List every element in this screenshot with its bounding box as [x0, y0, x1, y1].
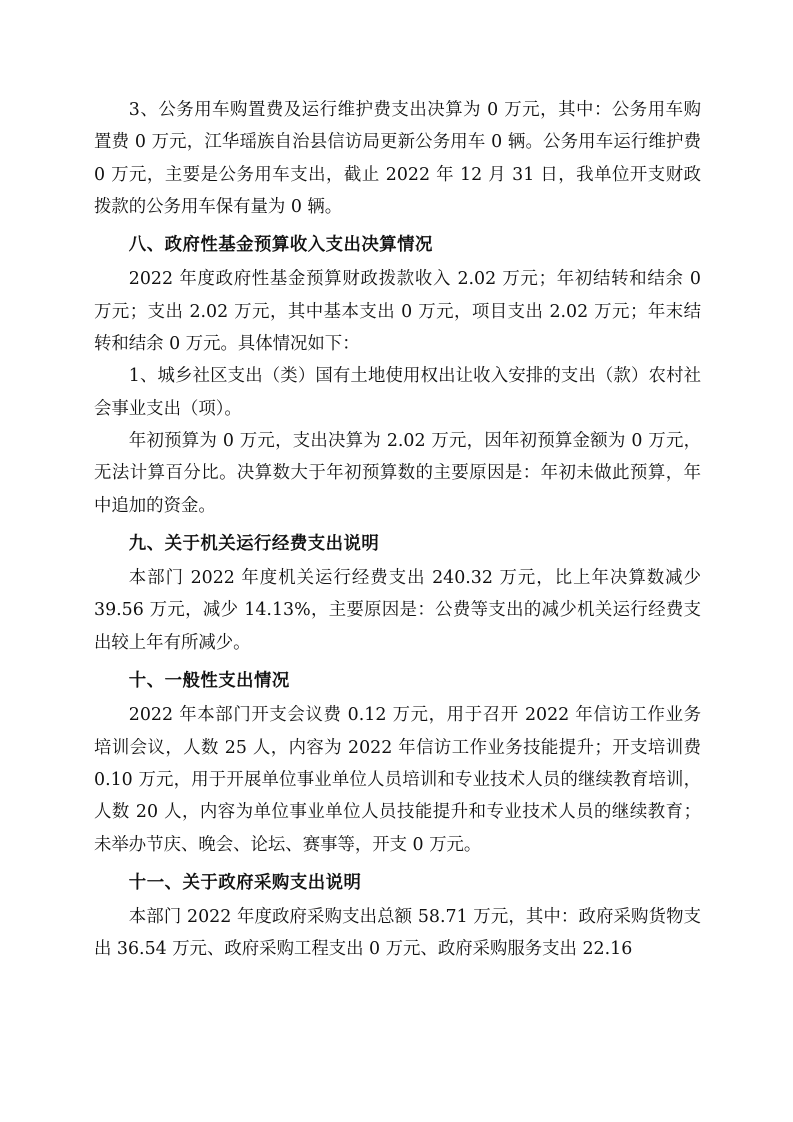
section-heading-fund: 八、政府性基金预算收入支出决算情况: [128, 235, 433, 256]
section-heading-general: 十、一般性支出情况: [128, 671, 290, 692]
section-heading-operating: 九、关于机关运行经费支出说明: [128, 533, 380, 554]
fund-item-paragraph: 1、城乡社区支出（类）国有土地使用权出让收入安排的支出（款）农村社会事业支出（项）。: [94, 366, 701, 419]
operating-expense-paragraph: 本部门 2022 年度机关运行经费支出 240.32 万元，比上年决算数减少 39.56 万元，减少 14.13%，主要原因是：公费等支出的减少机关运行经费支出较上年有所减少。: [94, 568, 701, 653]
document-page: [94, 94, 701, 966]
procurement-paragraph: 本部门 2022 年度政府采购支出总额 58.71 万元，其中：政府采购货物支出 36.54 万元、政府采购工程支出 0 万元、政府采购服务支出 22.16: [94, 907, 701, 960]
section-heading-procurement: 十一、关于政府采购支出说明: [128, 872, 362, 893]
fund-budget-paragraph: 年初预算为 0 万元，支出决算为 2.02 万元，因年初预算金额为 0 万元，无法计算百分比。决算数大于年初预算数的主要原因是：年初未做此预算，年中追加的资金。: [94, 430, 701, 516]
general-expense-paragraph: 2022 年本部门开支会议费 0.12 万元，用于召开 2022 年信访工作业务培训会议，人数 25 人，内容为 2022 年信访工作业务技能提升；开支培训费 0.10 万元，用于开展单位事业单位人员培训和专业技术人员的继续教育培训，人数 20 人，内容为单位事业单位人员技能提升和专业技术人员的继续教育；未举办节庆、晚会、论坛、赛事等，开支 0 万元。: [94, 705, 701, 855]
fund-summary-paragraph: 2022 年度政府性基金预算财政拨款收入 2.02 万元；年初结转和结余 0 万元；支出 2.02 万元，其中基本支出 0 万元，项目支出 2.02 万元；年末结转和结余 0 万元。具体情况如下：: [94, 269, 701, 355]
vehicle-expense-paragraph: 3、公务用车购置费及运行维护费支出决算为 0 万元，其中：公务用车购置费 0 万元，江华瑶族自治县信访局更新公务用车 0 辆。公务用车运行维护费 0 万元，主要是公务用车支出，截止 2022 年 12 月 31 日，我单位开支财政拨款的公务用车保有量为 0 辆。: [94, 100, 701, 217]
